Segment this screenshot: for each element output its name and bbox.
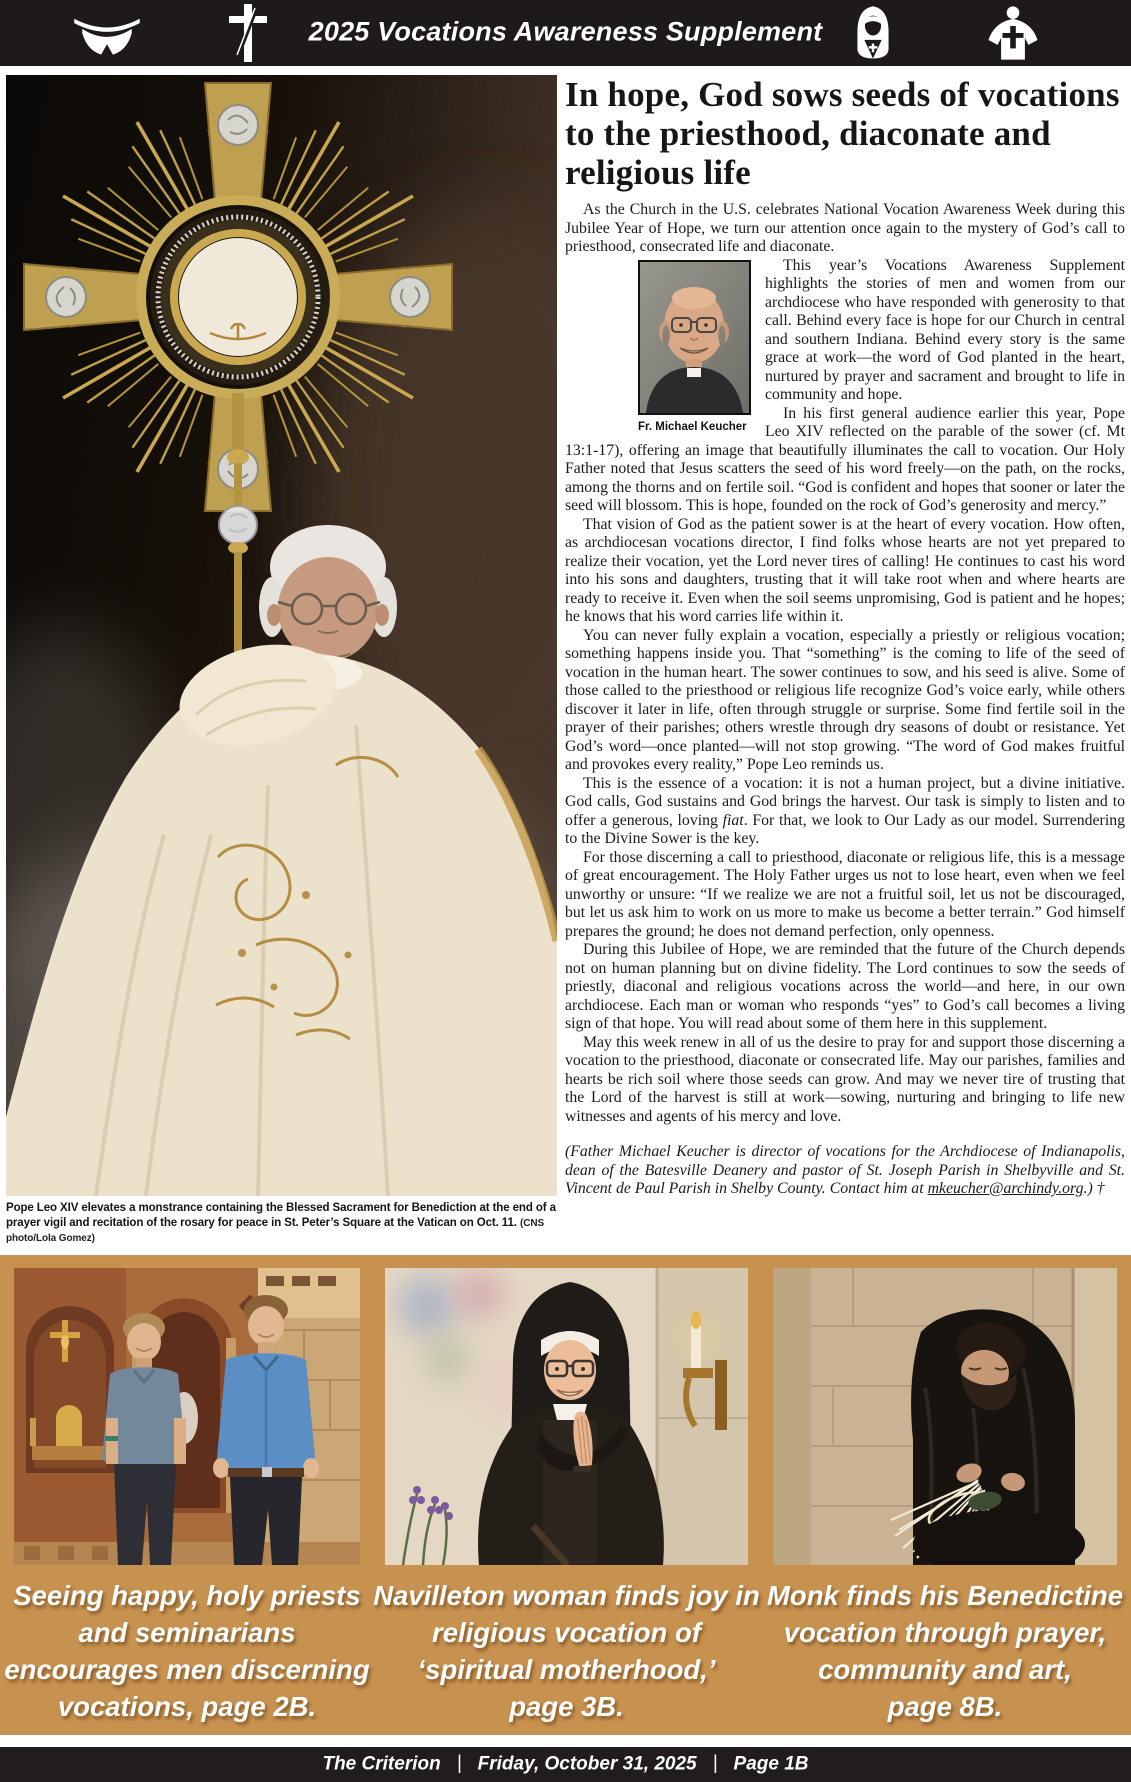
pope-elevating-monstrance-photo: [6, 75, 557, 1196]
author-bio: [565, 1143, 1125, 1199]
paragraph: That vision of God as the patient sower is at the heart of every vocation. How often, as archdiocesan vocations director, I find folks whose hearts are not yet prepared to realize their vocation, yet the Lord never tires of calling! He continues to cast his word into his sons and daughters, trusting that it will take root when and where hearts are ready to receive it. Even when the soil seems unpromising, God is patient and he hopes; he knows that his word carries life within it.: [565, 515, 1125, 625]
inset-photo-caption: Fr. Michael Keucher: [638, 420, 747, 433]
article-headline: In hope, God sows seeds of vocations to the priesthood, diaconate and religious life: [565, 75, 1120, 192]
teaser-band: [0, 1255, 1131, 1735]
article: [565, 75, 1125, 1199]
seminarians-photo: [14, 1268, 360, 1565]
priest-icon: [980, 5, 1046, 61]
article-body: [565, 201, 1125, 1199]
issue-date: Friday, October 31, 2025: [477, 1753, 697, 1775]
teaser-caption-sister: Navilleton woman finds joy in religious vocation of ‘spiritual motherhood,’ page 3B.: [373, 1580, 760, 1722]
teaser-caption-monk: Monk finds his Benedictine vocation through prayer, community and art, page 8B.: [766, 1580, 1123, 1722]
email-link[interactable]: mkeucher@archindy.org: [927, 1180, 1084, 1197]
page-number: Page 1B: [733, 1753, 809, 1775]
top-banner: [0, 0, 1131, 66]
paragraph: This is the essence of a vocation: it is not a human project, but a divine initiative. God calls, God sustains and God brings the harvest. Our task is simply to listen and to offer a generous, loving fiat. For that, we look to Our Lady as our model. Surrendering to the Divine Sower is the key.: [565, 774, 1125, 847]
monk-weaving-photo: [773, 1268, 1117, 1565]
footer-separator: |: [712, 1752, 718, 1774]
paragraph: As the Church in the U.S. celebrates National Vocation Awareness Week during this Jubilee Year of Hope, we turn our attention once again to the mystery of God’s call to priesthood, consecrated life and diaconate.: [565, 201, 1125, 255]
religious-sister-photo: [385, 1268, 748, 1565]
paragraph: This year’s Vocations Awareness Supplement highlights the stories of men and women from our archdiocese who have responded with generosity to that call. Behind every face is hope for our Church in central and southern Indiana. Behind every story is the same grace at work—the word of God planted in the heart, nurtured by prayer and sacrament and brought to life in community and hope.: [765, 256, 1125, 403]
lead-caption-text: Pope Leo XIV elevates a monstrance containing the Blessed Sacrament for Benediction at the end of a prayer vigil and recitation of the rosary for peace in St. Peter’s Square at the Vatican on Oct. 11.: [6, 1202, 556, 1229]
nun-icon: [843, 5, 903, 61]
bio-text: (Father Michael Keucher is director of vocations for the Archdiocese of Indianapolis, dean of the Batesville Deanery and pastor of St. Joseph Parish in Shelbyville and St. Vincent de Paul Parish in Shelby County. Contact him at: [565, 1143, 1125, 1197]
paragraph: During this Jubilee of Hope, we are reminded that the future of the Church depends not on human planning but on divine fidelity. The Lord continues to sow the seeds of priestly, diaconal and religious vocations across the world—and here, in our own archdiocese. Each man or woman who responds “yes” to God’s call becomes a living sign of that hope. You will read about some of them here in this supplement.: [565, 941, 1125, 1032]
footer-separator: |: [456, 1752, 462, 1774]
bio-suffix: .) †: [1083, 1180, 1105, 1197]
paragraph: In his first general audience earlier this year, Pope Leo XIV reflected on the parable of the sower (cf. Mt 13:1-17), offering an image that beautifully illuminates the call to vocation. Our Holy Father noted that Jesus scatters the seed of his word freely—on the path, on the rocks, among the thorns and on fertile soil. “God is confident and hopes that sooner or later the seed will blossom. This is hope, founded on the rock of God’s generosity and mercy.”: [565, 404, 1125, 514]
photo-credit: (CNS photo/Lola Gomez): [6, 1217, 545, 1244]
paragraph: For those discerning a call to priesthood, diaconate or religious life, this is a message of great encouragement. The Holy Father urges us not to lose heart, even when we feel unworthy or unsure: “If we realize we are not a fruitful soil, let us not be discouraged, but let us ask him to work on us more to make us become a better terrain.” God himself prepares the ground; he does not demand perfection, only openness.: [565, 848, 1125, 940]
banner-title: 2025 Vocations Awareness Supplement: [308, 16, 823, 47]
publication-name: The Criterion: [322, 1753, 441, 1775]
paragraph: You can never fully explain a vocation, especially a priestly or religious vocation; something happens inside you. That “something” is the coming to life of the seed of vocation in the human heart. The sower continues to sow, and his seed is alive. Some of those called to the priesthood or religious life recognize God’s voice early, while others discover it later in life, often through struggle or surprise. Some find fertile soil in the prayer of their parishes; others wrestle through dry seasons of doubt or resistance. Yet God’s word—once planted—will not stop growing. “The word of God makes fruitful and provokes every reality,” Pope Leo reminds us.: [565, 626, 1125, 773]
page-footer: [0, 1747, 1131, 1782]
paragraph: May this week renew in all of us the desire to pray for and support those discerning a vocation to the priesthood, diaconate or consecrated life. May our parishes, families and hearts be rich soil where those seeds can grow. And may we never tire of trusting that the Lord of the harvest is still at work—sowing, nurturing and bringing to life new witnesses and agents of his mercy and love.: [565, 1033, 1125, 1125]
inset-photo-block: [638, 260, 753, 437]
teaser-caption-seminarians: Seeing happy, holy priests and seminarians encourages men discerning vocations, page 2B.: [4, 1580, 370, 1722]
lead-photo-caption: [6, 1201, 557, 1247]
fr-keucher-portrait: [638, 260, 751, 415]
